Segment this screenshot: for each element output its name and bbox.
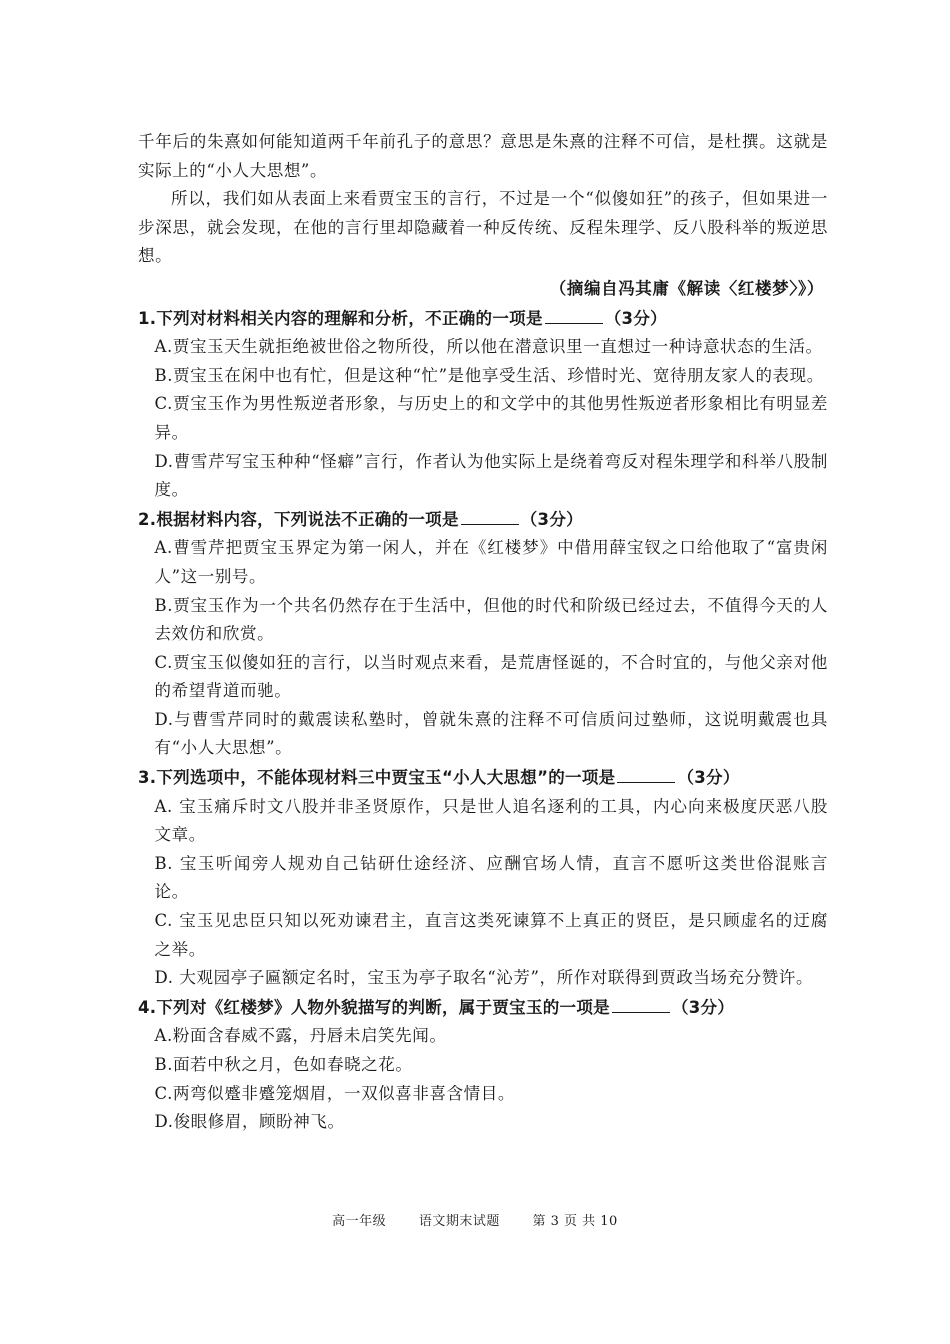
question-3 — [138, 764, 828, 993]
question-2 — [138, 506, 828, 763]
footer-page-number: 第 3 页 共 10 — [532, 1214, 618, 1229]
option-b: B.面若中秋之月，色如春晓之花。 — [154, 1055, 413, 1074]
option-d: D.俊眼修眉，顾盼神飞。 — [154, 1112, 345, 1132]
footer-grade: 高一年级 — [332, 1214, 387, 1229]
question-stem: 3.下列选项中，不能体现材料三中贾宝玉“小人大思想”的一项是 （3分） — [138, 768, 740, 788]
option-b: B. 宝玉听闻旁人规劝自己钻研仕途经济、应酬官场人情，直言不愿听这类世俗混账言论。 — [154, 853, 828, 902]
option-a: A.粉面含春威不露，丹唇未启笑先闻。 — [154, 1026, 447, 1046]
answer-blank[interactable] — [617, 768, 675, 783]
passage-paragraph: 千年后的朱熹如何能知道两千年前孔子的意思？意思是朱熹的注释不可信，是杜撰。这就是实际上的“小人大思想”。 — [138, 132, 828, 180]
option-c: C.两弯似蹙非蹙笼烟眉，一双似喜非喜含情目。 — [154, 1083, 515, 1103]
question-1 — [138, 305, 828, 505]
option-a: A.曹雪芹把贾宝玉界定为第一闲人，并在《红楼梦》中借用薛宝钗之口给他取了“富贵闲人”这一别号。 — [154, 538, 828, 586]
option-a: A. 宝玉痛斥时文八股并非圣贤原作，只是世人追名逐利的工具，内心向来极度厌恶八股文章。 — [154, 796, 828, 845]
option-c: C. 宝玉见忠臣只知以死劝谏君主，直言这类死谏算不上真正的贤臣，是只顾虚名的迂腐之举。 — [154, 911, 828, 959]
option-a: A.贾宝玉天生就拒绝被世俗之物所役，所以他在潜意识里一直想过一种诗意状态的生活。 — [154, 337, 823, 357]
passage-source: （摘编自冯其庸《解读〈红楼梦〉》） — [549, 278, 824, 298]
option-d: D.曹雪芹写宝玉种种“怪癖”言行，作者认为他实际上是绕着弯反对程朱理学和科举八股制度。 — [154, 451, 828, 500]
footer-exam: 语文期末试题 — [418, 1214, 500, 1229]
option-b: B.贾宝玉作为一个共名仍然存在于生活中，但他的时代和阶级已经过去，不值得今天的人去效仿和欣赏。 — [154, 595, 828, 644]
page-content — [138, 128, 828, 1137]
option-c: C.贾宝玉似傻如狂的言行，以当时观点来看，是荒唐怪诞的，不合时宜的，与他父亲对他的希望背道而驰。 — [154, 652, 828, 701]
option-c: C.贾宝玉作为男性叛逆者形象，与历史上的和文学中的其他男性叛逆者形象相比有明显差异。 — [154, 394, 828, 442]
question-stem: 1.下列对材料相关内容的理解和分析，不正确的一项是 （3分） — [138, 308, 667, 328]
answer-blank[interactable] — [461, 510, 519, 525]
question-stem: 2.根据材料内容，下列说法不正确的一项是 （3分） — [138, 509, 583, 529]
question-4 — [138, 994, 828, 1137]
option-d: D. 大观园亭子匾额定名时，宝玉为亭子取名“沁芳”，所作对联得到贾政当场充分赞许。 — [154, 968, 814, 988]
option-b: B.贾宝玉在闲中也有忙，但是这种“忙”是他享受生活、珍惜时光、宽待朋友家人的表现。 — [154, 365, 824, 385]
option-d: D.与曹雪芹同时的戴震读私塾时，曾就朱熹的注释不可信质问过塾师，这说明戴震也具有“小人大思想”。 — [154, 709, 828, 758]
answer-blank[interactable] — [545, 309, 603, 324]
answer-blank[interactable] — [612, 998, 670, 1013]
passage-paragraph: 所以，我们如从表面上来看贾宝玉的言行，不过是一个“似傻如狂”的孩子，但如果进一步深思，就会发现，在他的言行里却隐藏着一种反传统、反程朱理学、反八股科举的叛逆思想。 — [138, 189, 828, 266]
page-footer — [0, 1210, 950, 1229]
question-stem: 4.下列对《红楼梦》人物外貌描写的判断，属于贾宝玉的一项是 （3分） — [138, 997, 735, 1017]
